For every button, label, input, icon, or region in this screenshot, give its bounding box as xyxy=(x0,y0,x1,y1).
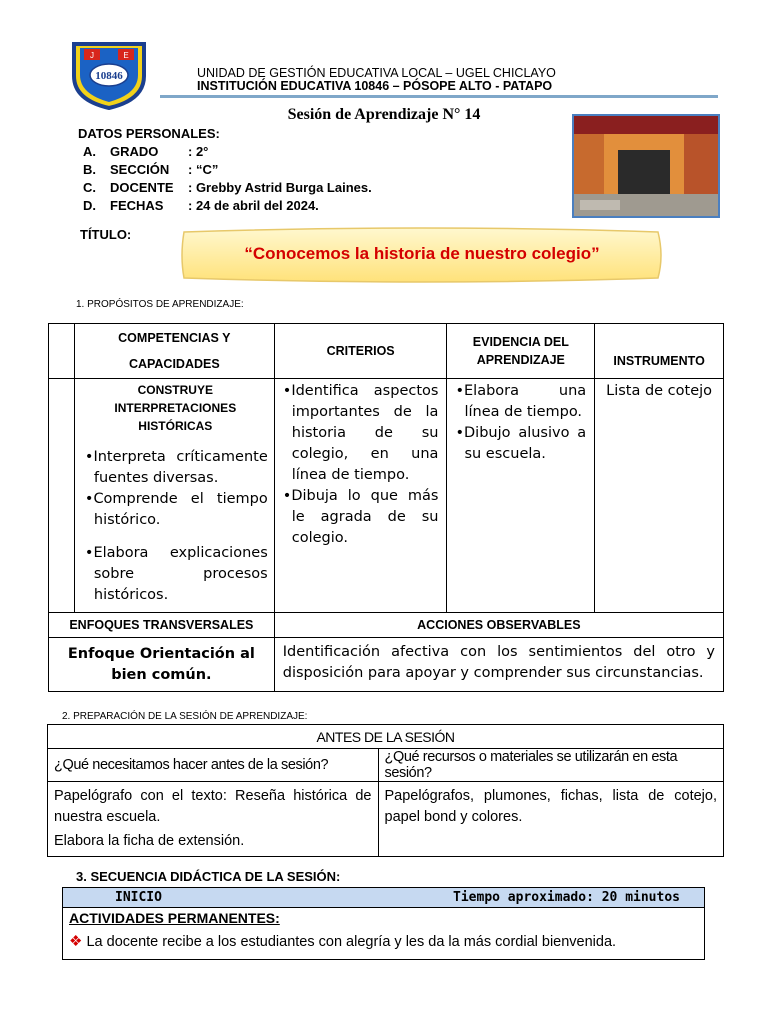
narrow-header-cell xyxy=(49,324,75,379)
preparacion-table xyxy=(47,724,724,857)
header-line-2: INSTITUCIÓN EDUCATIVA 10846 – PÓSOPE ALTO - PATAPO xyxy=(197,79,553,93)
a1-paragraph-2: Elabora la ficha de extensión. xyxy=(54,833,245,849)
secuencia-table xyxy=(62,887,705,960)
actividad-item-1: ❖ La docente recibe a los estudiantes con alegría y les da la más cordial bienvenida. xyxy=(69,933,617,950)
narrow-body-cell xyxy=(49,379,75,613)
header-instrumento: INSTRUMENTO xyxy=(595,324,724,379)
header-line-1: UNIDAD DE GESTIÓN EDUCATIVA LOCAL – UGEL CHICLAYO xyxy=(197,66,556,80)
school-logo xyxy=(66,38,152,110)
enfoque-value: Enfoque Orientación al bien común. xyxy=(67,645,255,683)
header-enfoques: ENFOQUES TRANSVERSALES xyxy=(49,613,275,638)
capacidad-item-1: •Interpreta críticamente fuentes diversas. xyxy=(84,449,268,486)
section1-label: 1. PROPÓSITOS DE APRENDIZAJE: xyxy=(76,299,244,310)
header-criterios: CRITERIOS xyxy=(274,324,447,379)
evidencia-item-1: •Elabora una línea de tiempo. xyxy=(455,383,587,420)
inicio-label: INICIO xyxy=(115,890,162,905)
competencias-cell xyxy=(74,379,274,613)
capacidad-item-3: •Elabora explicaciones sobre procesos históricos. xyxy=(84,545,268,603)
header-acciones: ACCIONES OBSERVABLES xyxy=(274,613,723,638)
header-divider xyxy=(160,95,718,98)
header-competencias: COMPETENCIAS Y CAPACIDADES xyxy=(74,324,274,379)
criterio-item-1: •Identifica aspectos importantes de la historia de su colegio, en una línea de tiempo. xyxy=(282,383,439,483)
criterio-item-2: •Dibuja lo que más le agrada de su colegio. xyxy=(282,488,439,546)
propositos-table xyxy=(48,323,724,692)
datos-row-seccion: B. SECCIÓN : “C” xyxy=(83,162,219,177)
instrumento-cell xyxy=(595,379,724,613)
enfoque-cell xyxy=(49,638,275,692)
capacidad-item-2: •Comprende el tiempo histórico. xyxy=(84,491,268,528)
a1-paragraph-1: Papelógrafo con el texto: Reseña histórica de nuestra escuela. xyxy=(54,788,372,825)
logo-letter-e: E xyxy=(123,51,129,60)
inicio-row xyxy=(63,888,705,908)
datos-heading: DATOS PERSONALES: xyxy=(78,126,220,141)
criterios-cell xyxy=(274,379,447,613)
actividades-cell xyxy=(63,908,705,960)
antes-header: ANTES DE LA SESIÓN xyxy=(48,725,724,749)
datos-row-fechas: D. FECHAS : 24 de abril del 2024. xyxy=(83,198,319,213)
header-evidencia: EVIDENCIA DEL APRENDIZAJE xyxy=(447,324,595,379)
school-photo xyxy=(572,114,720,218)
accion-value: Identificación afectiva con los sentimientos del otro y disposición para apoyar y comprender sus circunstancias. xyxy=(282,644,715,681)
instrumento-value: Lista de cotejo xyxy=(606,383,713,399)
datos-row-grado: A. GRADO : 2° xyxy=(83,144,209,159)
section3-label: 3. SECUENCIA DIDÁCTICA DE LA SESIÓN: xyxy=(76,869,341,884)
a2-cell xyxy=(378,782,724,857)
titulo-label: TÍTULO: xyxy=(80,227,132,242)
q1-header: ¿Qué necesitamos hacer antes de la sesión? xyxy=(48,749,379,782)
a2-paragraph: Papelógrafos, plumones, fichas, lista de cotejo, papel bond y colores. xyxy=(384,788,717,825)
logo-letter-j: J xyxy=(90,51,94,60)
diamond-bullet-icon: ❖ xyxy=(69,933,83,950)
a1-cell xyxy=(48,782,379,857)
competencia-title: CONSTRUYE INTERPRETACIONES HISTÓRICAS xyxy=(114,383,237,433)
logo-number: 10846 xyxy=(95,70,123,82)
datos-row-docente: C. DOCENTE : Grebby Astrid Burga Laines. xyxy=(83,180,372,195)
evidencia-item-2: •Dibujo alusivo a su escuela. xyxy=(455,425,587,462)
section2-label: 2. PREPARACIÓN DE LA SESIÓN DE APRENDIZAJE: xyxy=(62,711,308,722)
tiempo-label: Tiempo aproximado: 20 minutos xyxy=(453,890,680,905)
actividades-header: ACTIVIDADES PERMANENTES: xyxy=(69,910,280,926)
evidencia-cell xyxy=(447,379,595,613)
accion-cell xyxy=(274,638,723,692)
session-title: Sesión de Aprendizaje N° 14 xyxy=(287,106,481,123)
q2-header: ¿Qué recursos o materiales se utilizarán en esta sesión? xyxy=(378,749,724,782)
titulo-text: “Conocemos la historia de nuestro colegio” xyxy=(244,244,600,263)
